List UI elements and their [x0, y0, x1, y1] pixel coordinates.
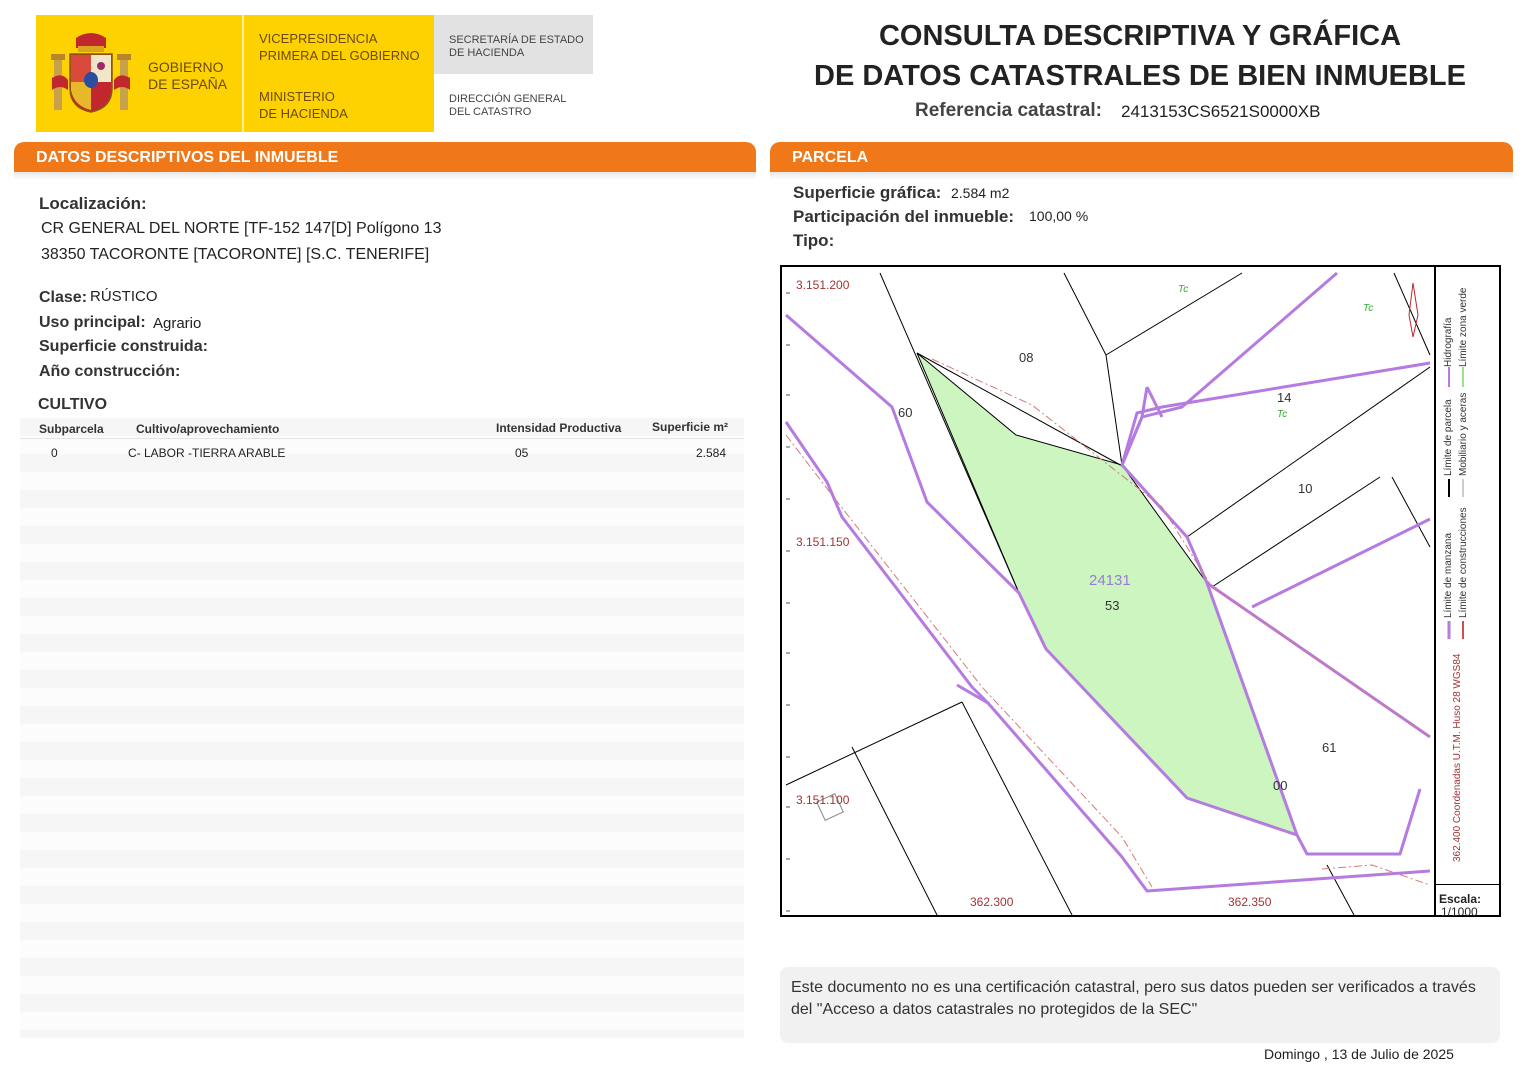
table-header-divider — [20, 438, 744, 439]
map-drawing — [782, 267, 1434, 915]
legend-escala-divider — [1436, 884, 1501, 885]
tc-label-1: Tc — [1178, 284, 1189, 295]
coat-of-arms-icon — [48, 28, 134, 116]
escala-label: Escala: — [1439, 892, 1482, 906]
legend-zona-verde: Límite zona verde — [1458, 287, 1469, 367]
participacion-label: Participación del inmueble: — [793, 207, 1015, 226]
clase-value: RÚSTICO — [90, 288, 158, 305]
ref-catastral-value: 2413153CS6521S0000XB — [1121, 102, 1321, 121]
escala-value: 1/1000 — [1441, 905, 1478, 919]
uso-principal-label: Uso principal: — [39, 314, 146, 331]
gobierno-label: GOBIERNO DE ESPAÑA — [148, 59, 228, 92]
coord-y-2: 3.151.150 — [796, 535, 850, 549]
direccion-label: DIRECCIÓN GENERAL DEL CATASTRO — [449, 93, 567, 118]
coordinates-note: 362.400 Coordenadas U.T.M. Huso 28 WGS84 — [1452, 653, 1463, 862]
uso-principal-value: Agrario — [153, 315, 202, 332]
logo-divider — [242, 15, 244, 132]
participacion-value: 100,00 % — [1029, 208, 1089, 224]
localizacion-label: Localización: — [39, 194, 147, 213]
vicepresidencia-label: VICEPRESIDENCIA PRIMERA DEL GOBIERNO — [259, 31, 420, 63]
cell-intensidad: 05 — [515, 446, 529, 460]
address-line-2: 38350 TACORONTE [TACORONTE] [S.C. TENERIFE] — [41, 246, 430, 263]
legend-limite-manzana: Límite de manzana — [1443, 532, 1454, 618]
col-intensidad: Intensidad Productiva — [496, 421, 622, 435]
coord-x-2: 362.350 — [1228, 895, 1272, 909]
parcela-header-shadow — [770, 172, 1513, 180]
main-parcel-id: 24131 — [1089, 572, 1131, 589]
cell-cultivo: C- LABOR -TIERRA ARABLE — [128, 446, 286, 460]
coord-y-3: 3.151.100 — [796, 793, 850, 807]
legend-divider — [1434, 265, 1436, 917]
col-cultivo: Cultivo/aprovechamiento — [136, 422, 280, 436]
coord-y-1: 3.151.200 — [796, 278, 850, 292]
tipo-label: Tipo: — [793, 231, 835, 250]
cultivo-table — [20, 418, 744, 1038]
tc-label-2: Tc — [1363, 303, 1374, 314]
document-title: CONSULTA DESCRIPTIVA Y GRÁFICA DE DATOS CATASTRALES DE BIEN INMUEBLE — [814, 20, 1466, 92]
verification-notice: Este documento no es una certificación catastral, pero sus datos pueden ser verificados a través del "Acceso a datos catastrales no protegidos de la SEC" — [780, 967, 1500, 1043]
ref-catastral-label: Referencia catastral: — [915, 100, 1102, 121]
coord-x-1: 362.300 — [970, 895, 1014, 909]
col-subparcela: Subparcela — [39, 422, 104, 436]
legend-limite-parcela: Límite de parcela — [1443, 399, 1454, 476]
col-superficie: Superficie m² — [652, 420, 729, 434]
address-line-1: CR GENERAL DEL NORTE [TF-152 147[D] Polígono 13 — [41, 220, 442, 237]
cultivo-title: CULTIVO — [38, 396, 108, 413]
secretaria-label: SECRETARÍA DE ESTADO DE HACIENDA — [449, 34, 584, 59]
parcela-header: PARCELA — [770, 142, 1513, 172]
descriptivos-header: DATOS DESCRIPTIVOS DEL INMUEBLE — [14, 142, 756, 172]
superficie-grafica-label: Superficie gráfica: — [793, 183, 942, 202]
parcel-label-08: 08 — [1019, 350, 1034, 365]
document-date: Domingo , 13 de Julio de 2025 — [1264, 1046, 1454, 1062]
superficie-construida-label: Superficie construida: — [39, 338, 208, 355]
parcel-label-61: 61 — [1322, 740, 1337, 755]
ministerio-label: MINISTERIO DE HACIENDA — [259, 89, 348, 121]
parcel-label-10: 10 — [1298, 481, 1313, 496]
main-parcel-number: 53 — [1105, 598, 1120, 613]
parcel-label-00: 00 — [1273, 778, 1288, 793]
legend-limite-construcciones: Límite de construcciones — [1458, 507, 1469, 618]
descriptivos-header-shadow — [14, 172, 756, 180]
legend-mobiliario: Mobiliario y aceras — [1458, 392, 1469, 476]
legend-hidrografia: Hidrografía — [1443, 317, 1454, 367]
parcel-label-60: 60 — [898, 405, 913, 420]
ano-construccion-label: Año construcción: — [39, 363, 181, 380]
parcel-label-14: 14 — [1277, 390, 1292, 405]
cell-superficie: 2.584 — [696, 446, 727, 460]
superficie-grafica-value: 2.584 m2 — [951, 185, 1010, 201]
tc-label-3: Tc — [1277, 409, 1288, 420]
clase-label: Clase: — [39, 289, 88, 306]
cell-subparcela: 0 — [51, 446, 58, 460]
